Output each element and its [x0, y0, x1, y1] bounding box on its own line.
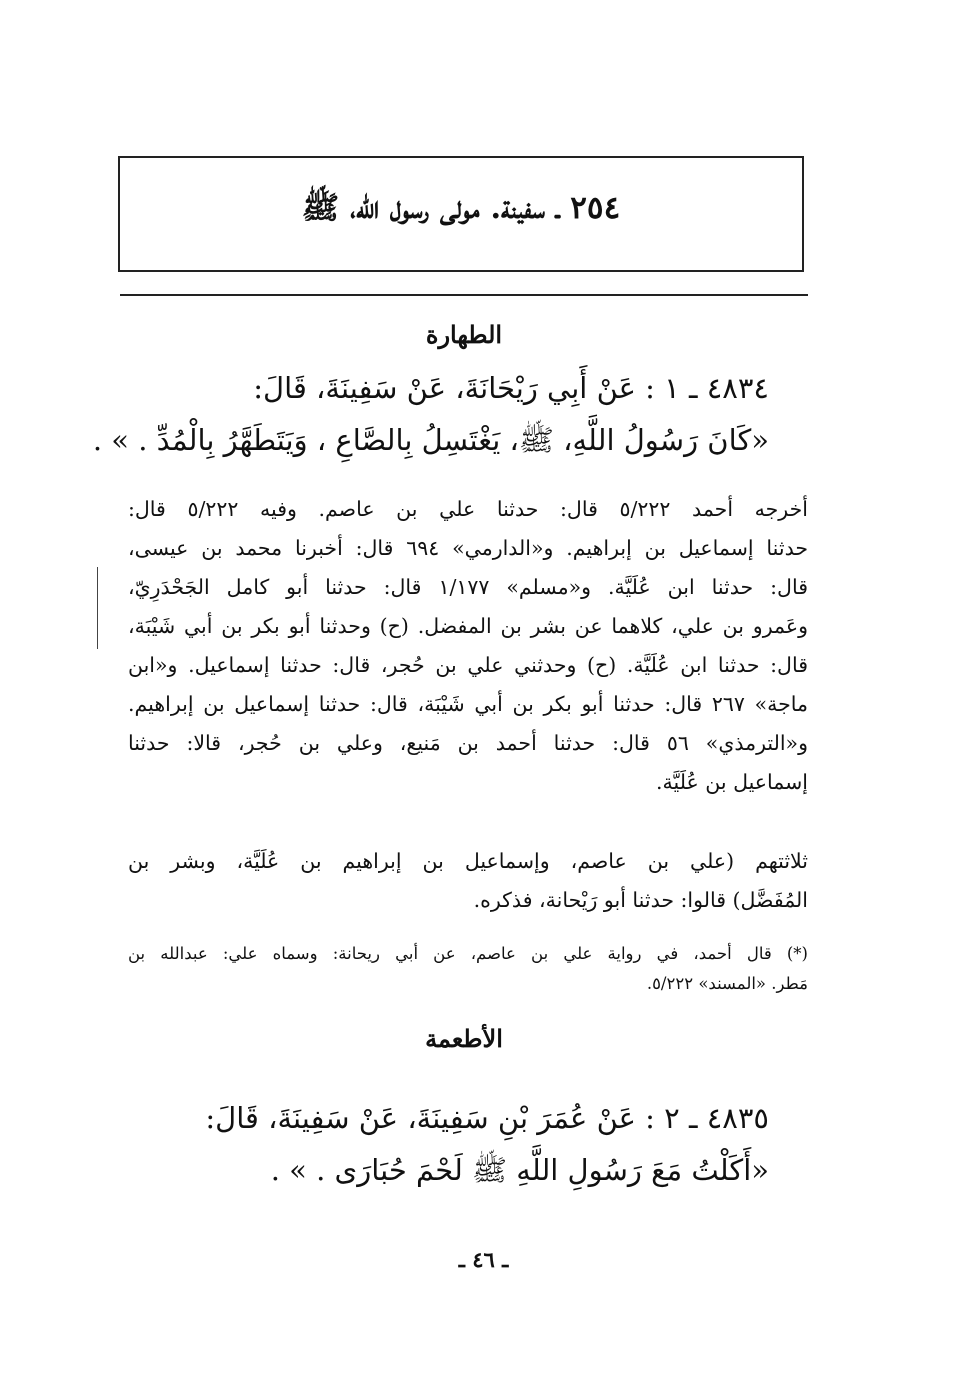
- summary-line: المُفَضَّل) قالوا: حدثنا أبو رَيْحانة، فذكره.: [473, 888, 808, 912]
- takhrij-line: قال: حدثنا ابن عُلَيَّة. (ح) وحدثني علي بن حُجر، قال: حدثنا إسماعيل. و«ابن: [128, 653, 808, 677]
- takhrij-line: أخرجه أحمد ٥/٢٢٢ قال: حدثنا علي بن عاصم. وفيه ٥/٢٢٢ قال:: [128, 497, 808, 521]
- takhrij-line: وعَمرو بن علي، كلاهما عن بشر بن المفضل. (ح) وحدثنا أبو بكر بن أبي شَيْبَة،: [128, 614, 808, 638]
- hadith-4835: [205, 1092, 769, 1196]
- hadith-line: «كَانَ رَسُولُ اللَّهِ، ﷺ، يَغْتَسِلُ بِالصَّاعِ ، وَيَتَطَهَّرُ بِالْمُدِّ . » .: [92, 423, 769, 457]
- section-heading-atima: الأطعمة: [425, 1024, 503, 1053]
- hadith-line: «أَكَلْتُ مَعَ رَسُولِ اللَّهِ ﷺ لَحْمَ حُبَارَى . » .: [270, 1153, 769, 1187]
- hadith-line: ٤٨٣٤ ـ ١ : عَنْ أَبِي رَيْحَانَةَ، عَنْ سَفِينَةَ، قَالَ:: [253, 371, 769, 405]
- header-rule: [120, 294, 808, 296]
- takhrij-line: ماجة» ٢٦٧ قال: حدثنا أبو بكر بن أبي شَيْبَة، قال: حدثنا إسماعيل بن إبراهيم.: [128, 692, 809, 716]
- footnote-line: (*) قال أحمد، في رواية علي بن عاصم، عن أبي ريحانة: وسماه علي: عبدالله بن: [128, 944, 808, 963]
- summary-line: ثلاثتهم (علي بن عاصم، وإسماعيل بن إبراهيم بن عُلَيَّة، وبشر بن: [128, 849, 808, 873]
- page-number: ـ ٤٦ ـ: [458, 1247, 509, 1272]
- footnote-line: مَطر. «المسند» ٥/٢٢٢.: [646, 974, 808, 993]
- takhrij-paragraph: [128, 490, 808, 802]
- takhrij-line: و«الترمذي» ٥٦ قال: حدثنا أحمد بن مَنيع، وعلي بن حُجر، قالا: حدثنا: [128, 731, 808, 755]
- section-heading-tahara: الطهارة: [425, 320, 503, 349]
- summary-paragraph: [128, 842, 808, 920]
- takhrij-line: قال: حدثنا ابن عُلَيَّة. و«مسلم» ١/١٧٧ قال: حدثنا أبو كامل الجَحْدَرِيّ،: [128, 575, 808, 599]
- margin-mark: [97, 567, 98, 649]
- hadith-line: ٤٨٣٥ ـ ٢ : عَنْ عُمَرَ بْنِ سَفِينَةَ، عَنْ سَفِينَةَ، قَالَ:: [205, 1101, 769, 1135]
- chapter-title-box: [118, 156, 804, 272]
- chapter-title: ٢٥٤ ـ سفينة. مولى رسول الله، ﷺ: [301, 189, 621, 226]
- hadith-4834: [93, 362, 769, 466]
- takhrij-line: حدثنا إسماعيل بن إبراهيم. و«الدارمي» ٦٩٤ قال: أخبرنا محمد بن عيسى،: [128, 536, 808, 560]
- footnote: [128, 939, 808, 999]
- takhrij-line: إسماعيل بن عُلَيَّة.: [656, 770, 808, 794]
